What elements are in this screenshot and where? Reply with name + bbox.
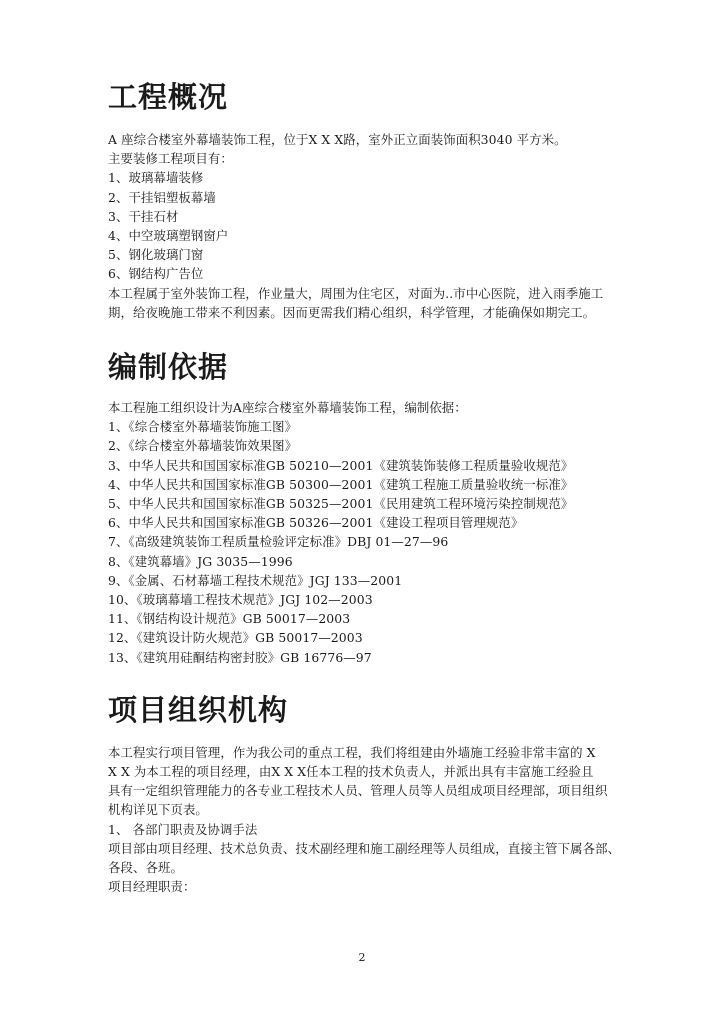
list-item: 5、钢化玻璃门窗 <box>108 247 204 263</box>
text-line: A 座综合楼室外幕墙装饰工程，位于X X X路，室外正立面装饰面积3040 平方米。 <box>108 132 567 147</box>
list-item: 6、中华人民共和国国家标准GB 50326—2001《建设工程项目管理规范》 <box>108 515 524 531</box>
list-item: 8、《建筑幕墙》JG 3035—1996 <box>108 553 293 569</box>
list-item: 3、中华人民共和国国家标准GB 50210—2001《建筑装饰装修工程质量验收规范》 <box>108 457 574 473</box>
text-line: 本工程施工组织设计为A座综合楼室外幕墙装饰工程，编制依据： <box>108 400 467 416</box>
list-item: 5、中华人民共和国国家标准GB 50325—2001《民用建筑工程环境污染控制规范》 <box>108 496 574 512</box>
list-item: 2、《综合楼室外幕墙装饰效果图》 <box>108 438 298 454</box>
text-line: X X 为本工程的项目经理，由X X X任本工程的技术负责人，并派出具有丰富施工经验且 <box>108 764 594 780</box>
list-item: 2、干挂铝塑板幕墙 <box>108 189 216 205</box>
section-basis <box>108 348 628 667</box>
section-title: 项目组织机构 <box>108 692 289 727</box>
page-number: 2 <box>358 951 366 964</box>
list-item: 11、《钢结构设计规范》GB 50017—2003 <box>108 611 351 627</box>
text-line: 本工程属于室外装饰工程，作业量大，周围为住宅区，对面为..市中心医院，进入雨季施工 <box>108 285 604 301</box>
text-line: 各段、各班。 <box>108 860 183 876</box>
text-line: 具有一定组织管理能力的各专业工程技术人员、管理人员等人员组成项目经理部，项目组织 <box>108 783 608 799</box>
list-item: 10、《玻璃幕墙工程技术规范》JGJ 102—2003 <box>108 592 373 608</box>
list-item: 4、中华人民共和国国家标准GB 50300—2001《建筑工程施工质量验收统一标准》 <box>108 476 574 492</box>
list-item: 1、《综合楼室外幕墙装饰施工图》 <box>108 419 298 435</box>
list-item: 4、中空玻璃塑钢窗户 <box>108 228 229 244</box>
section-overview <box>108 78 628 322</box>
list-item: 1、玻璃幕墙装修 <box>108 170 204 186</box>
text-line: 项目部由项目经理、技术总负责、技术副经理和施工副经理等人员组成，直接主管下属各部、 <box>108 840 621 856</box>
text-line: 项目经理职责： <box>108 879 196 895</box>
list-item: 1、 各部门职责及协调手法 <box>108 821 258 837</box>
list-item: 7、《高级建筑装饰工程质量检验评定标准》DBJ 01—27—96 <box>108 534 449 550</box>
list-item: 3、干挂石材 <box>108 208 179 224</box>
section-title: 编制依据 <box>108 350 229 385</box>
document-page <box>108 78 628 897</box>
list-item: 9、《金属、石材幕墙工程技术规范》JGJ 133—2001 <box>108 572 403 588</box>
text-line: 本工程实行项目管理，作为我公司的重点工程，我们将组建由外墙施工经验非常丰富的 X <box>108 744 596 760</box>
list-item: 12、《建筑设计防火规范》GB 50017—2003 <box>108 630 363 646</box>
text-line: 主要装修工程项目有： <box>108 151 233 167</box>
section-organization <box>108 691 628 897</box>
list-item: 6、钢结构广告位 <box>108 266 204 282</box>
text-line: 机构详见下页表。 <box>108 802 208 818</box>
section-title: 工程概况 <box>108 80 229 114</box>
text-line: 期，给夜晚施工带来不利因素。因而更需我们精心组织，科学管理，才能确保如期完工。 <box>108 304 596 320</box>
list-item: 13、《建筑用硅酮结构密封胶》GB 16776—97 <box>108 649 372 665</box>
